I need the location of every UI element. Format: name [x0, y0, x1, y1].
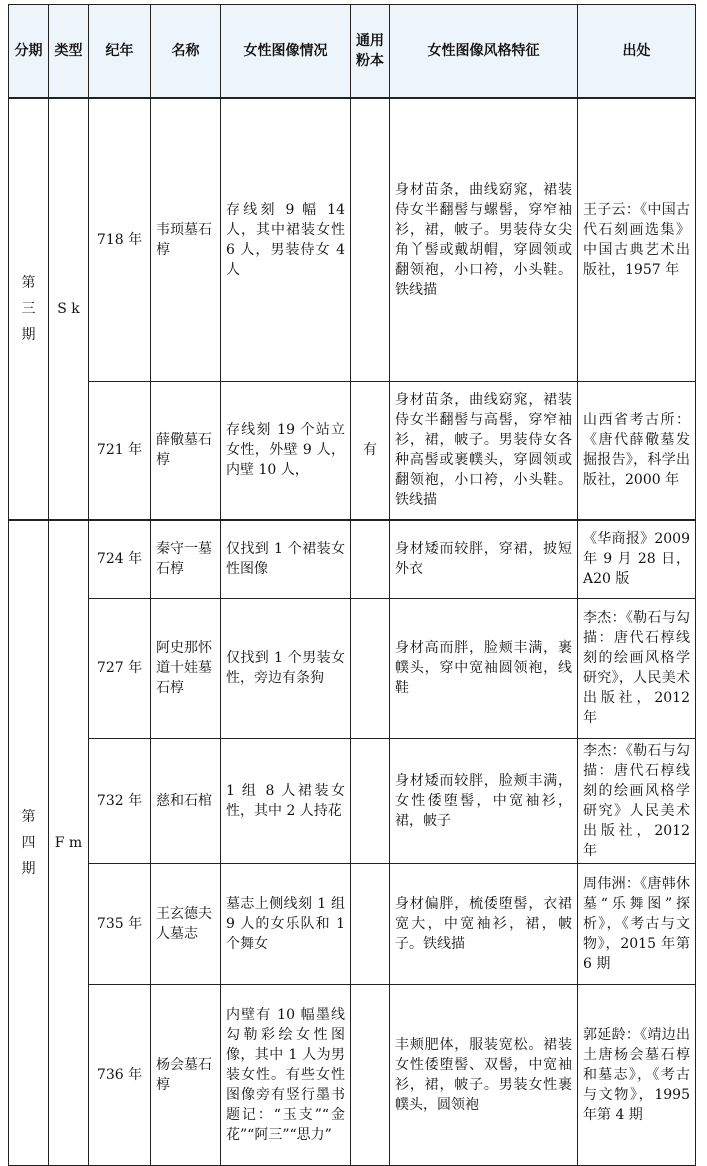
- pigment-cell: [351, 738, 390, 863]
- style-cell: 身材苗条，曲线窈窕，裙装侍女半翻髻与高髻，穿窄袖衫，裙，帔子。男装侍女各种高髻或裹幞头，穿圆领或翻领袍，小口袴，小头鞋。铁线描: [390, 381, 578, 520]
- style-cell: 身材矮而较胖，穿裙，披短外衣: [390, 520, 578, 598]
- images-cell: 墓志上侧线刻 1 组 9 人的女乐队和 1 个舞女: [221, 863, 351, 984]
- style-cell: 身材苗条，曲线窈窕，裙装侍女半翻髻与螺髻，穿窄袖衫，裙，帔子。男装侍女尖角丫髻或戴胡帽，穿圆领或翻领袍，小口袴，小头鞋。铁线描: [390, 98, 578, 381]
- images-cell: 仅找到 1 个裙装女性图像: [221, 520, 351, 598]
- source-cell: 《华商报》2009 年 9 月 28 日，A20 版: [578, 520, 696, 598]
- table-row: [9, 98, 696, 381]
- header-style: 女性图像风格特征: [390, 5, 578, 99]
- table-row: [9, 863, 696, 984]
- name-cell: 王玄德夫人墓志: [151, 863, 221, 984]
- pigment-cell: [351, 984, 390, 1165]
- images-cell: 仅找到 1 个男装女性，旁边有条狗: [221, 598, 351, 738]
- year-cell: 736 年: [89, 984, 151, 1165]
- year-cell: 718 年: [89, 98, 151, 381]
- year-cell: 724 年: [89, 520, 151, 598]
- style-cell: 身材矮而较胖，脸颊丰满，女性倭堕髻，中宽袖衫，裙，帔子: [390, 738, 578, 863]
- header-source: 出处: [578, 5, 696, 99]
- period-cell: 第四期: [9, 520, 49, 1165]
- table-row: [9, 520, 696, 598]
- header-type: 类型: [49, 5, 89, 99]
- name-cell: 秦守一墓石椁: [151, 520, 221, 598]
- name-cell: 韦顼墓石椁: [151, 98, 221, 381]
- pigment-cell: [351, 98, 390, 381]
- style-cell: 身材高而胖，脸颊丰满，裹幞头，穿中宽袖圆领袍，线鞋: [390, 598, 578, 738]
- style-cell: 身材偏胖，梳倭堕髻，衣裙宽大，中宽袖衫，裙，帔子。铁线描: [390, 863, 578, 984]
- images-cell: 1 组 8 人裙装女性，其中 2 人持花: [221, 738, 351, 863]
- name-cell: 慈和石棺: [151, 738, 221, 863]
- style-cell: 丰颊肥体，服装宽松。裙装女性倭堕髻、双髻，中宽袖衫，裙，帔子。男装女性裹幞头，圆领袍: [390, 984, 578, 1165]
- pigment-cell: [351, 598, 390, 738]
- images-cell: 内壁有 10 幅墨线勾勒彩绘女性图像，其中 1 人为男装女性。有些女性图像旁有竖行墨书题记：“玉支”“金花”“阿三”“思力”: [221, 984, 351, 1165]
- pigment-cell: [351, 863, 390, 984]
- source-cell: 王子云：《中国古代石刻画选集》中国古典艺术出版社，1957 年: [578, 98, 696, 381]
- pigment-cell: [351, 520, 390, 598]
- source-cell: 郭延龄：《靖边出土唐杨会墓石椁和墓志》，《考古与文物》，1995 年第 4 期: [578, 984, 696, 1165]
- table-row: [9, 984, 696, 1165]
- name-cell: 阿史那怀道十娃墓石椁: [151, 598, 221, 738]
- table-body: [9, 98, 696, 1165]
- name-cell: 薛儆墓石椁: [151, 381, 221, 520]
- year-cell: 735 年: [89, 863, 151, 984]
- type-cell: S k: [49, 98, 89, 520]
- source-cell: 山西省考古所：《唐代薛儆墓发掘报告》，科学出版社，2000 年: [578, 381, 696, 520]
- table-row: [9, 381, 696, 520]
- artifact-table: [8, 4, 696, 1166]
- images-cell: 存线刻 19 个站立女性，外壁 9 人，内壁 10 人，: [221, 381, 351, 520]
- table-row: [9, 738, 696, 863]
- year-cell: 727 年: [89, 598, 151, 738]
- header-name: 名称: [151, 5, 221, 99]
- images-cell: 存线刻 9 幅 14 人，其中裙装女性 6 人，男装侍女 4 人: [221, 98, 351, 381]
- header-year: 纪年: [89, 5, 151, 99]
- table-row: [9, 598, 696, 738]
- table-header: [9, 5, 696, 99]
- header-pigment: 通用粉本: [351, 5, 390, 99]
- source-cell: 李杰：《勒石与勾描：唐代石椁线刻的绘画风格学研究》，人民美术出版社，2012 年: [578, 598, 696, 738]
- name-cell: 杨会墓石椁: [151, 984, 221, 1165]
- year-cell: 732 年: [89, 738, 151, 863]
- header-period: 分期: [9, 5, 49, 99]
- source-cell: 周伟洲：《唐韩休墓“乐舞图”探析》，《考古与文物》，2015 年第 6 期: [578, 863, 696, 984]
- year-cell: 721 年: [89, 381, 151, 520]
- header-images: 女性图像情况: [221, 5, 351, 99]
- type-cell: F m: [49, 520, 89, 1165]
- pigment-cell: 有: [351, 381, 390, 520]
- source-cell: 李杰：《勒石与勾描：唐代石椁线刻的绘画风格学研究》人民美术出版社，2012 年: [578, 738, 696, 863]
- period-cell: 第三期: [9, 98, 49, 520]
